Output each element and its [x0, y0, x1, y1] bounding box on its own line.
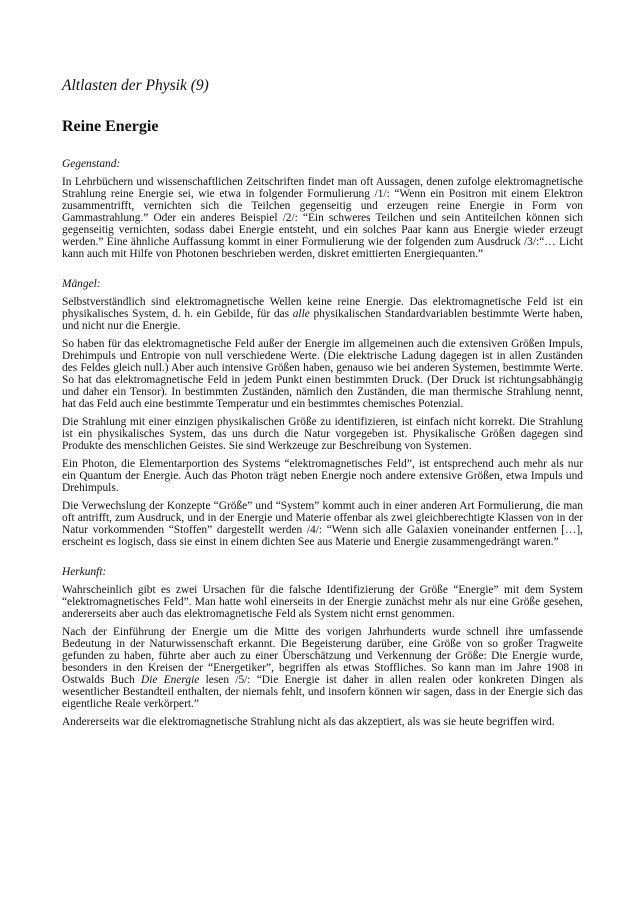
article-body [62, 158, 583, 728]
paragraph-text: Selbstverständlich sind elektromagnetische Wellen keine reine Energie. Das elektromagnetische Feld ist ein physikalisches System, d. h. ein Gebilde, für das [62, 296, 583, 320]
section-heading: Mängel: [62, 278, 101, 290]
paragraph-text: So haben für das elektromagnetische Feld außer der Energie im allgemeinen auch die extensiven Größen Impuls, Drehimpuls und Entropie von null verschiedene Werte. (Die elektrische Ladung dagegen ist in allen Zuständen des Feldes gleich null.) Aber auch intensive Größen haben, genauso wie bei anderen Systemen, bestimmte Werte. So hat das elektromagnetische Feld in jedem Punkt einen bestimmten Druck. (Der Druck ist richtungsabhängig und daher ein Tensor). In bestimmten Zuständen, nämlich den Zuständen, die man thermische Strahlung nennt, hat das Feld auch eine bestimmte Temperatur und ein bestimmtes chemisches Potenzial. [62, 338, 583, 410]
paragraph [62, 584, 583, 620]
paragraph-text: Die Verwechslung der Konzepte “Größe” und “System” kommt auch in einer anderen Art Formulierung, die man oft antrifft, zum Ausdruck, und in der Energie und Materie offenbar als zwei gleichberechtigte Klassen von in der Natur vorkommenden “Stoffen” dargestellt werden /4/: “Wenn sich alle Galaxien voneinander entfernen […], erscheint es logisch, dass sie einst in einem dichten See aus Materie und Energie zusammengedrängt waren.” [62, 500, 583, 548]
emphasized-text: Die Energie [140, 674, 200, 686]
paragraph-text: Ein Photon, die Elementarportion des Systems “elektromagnetisches Feld”, ist entsprechend auch mehr als nur ein Quantum der Energie. Auch das Photon trägt neben Energie noch andere extensive Größen, etwa Impuls und Drehimpuls. [62, 458, 583, 494]
paragraph [62, 716, 583, 728]
paragraph [62, 176, 583, 260]
paragraph-text: Nach der Einführung der Energie um die Mitte des vorigen Jahrhunderts wurde schnell ihre umfassende Bedeutung in der Naturwissenschaft erkannt. Die Begeisterung darüber, eine Größe von so großer Tragweite gefunden zu haben, führte aber auch zu einer Überschätzung und Verkennung der Größe: Die Energie wurde, besonders in den Kreisen der “Energetiker”, begriffen als etwas Stoffliches. So kann man im Jahre 1908 in Ostwalds Buch [62, 626, 583, 686]
paragraph-text: Die Strahlung mit einer einzigen physikalischen Größe zu identifizieren, ist einfach nicht korrekt. Die Strahlung ist ein physikalisches System, das uns durch die Natur vorgegeben ist. Physikalische Größen dagegen sind Produkte des menschlichen Geistes. Sie sind Werkzeuge zur Beschreibung von Systemen. [62, 416, 583, 452]
paragraph-text: physikalischen Standardvariablen bestimmte Werte haben, und nicht nur die Energie. [62, 308, 583, 332]
section-maengel [62, 278, 583, 548]
paragraph [62, 500, 583, 548]
paragraph-text: Andererseits war die elektromagnetische Strahlung nicht als das akzeptiert, als was sie heute begriffen wird. [62, 716, 555, 728]
emphasized-text: alle [292, 308, 310, 320]
series-title: Altlasten der Physik (9) [62, 77, 209, 94]
section-heading: Gegenstand: [62, 158, 121, 170]
paragraph [62, 626, 583, 710]
paragraph [62, 416, 583, 452]
paragraph-text: lesen /5/: “Die Energie ist daher in allen realen oder konkreten Dingen als wesentlicher Bestandteil enthalten, der niemals fehlt, und insofern können wir sagen, dass in der Energie sich das eigentliche Reale verkörpert.” [62, 674, 583, 710]
paragraph [62, 458, 583, 494]
section-gegenstand [62, 158, 583, 260]
paragraph [62, 296, 583, 332]
section-heading: Herkunft: [62, 566, 107, 578]
paragraph-text: Wahrscheinlich gibt es zwei Ursachen für die falsche Identifizierung der Größe “Energie” mit dem System “elektromagnetisches Feld”. Man hatte wohl einerseits in der Energie zunächst mehr als nur eine Größe gesehen, andererseits aber auch das elektromagnetische Feld als System nicht ernst genommen. [62, 584, 583, 620]
article-title: Reine Energie [62, 118, 159, 135]
paragraph [62, 338, 583, 410]
section-herkunft [62, 566, 583, 728]
paragraph-text: In Lehrbüchern und wissenschaftlichen Zeitschriften findet man oft Aussagen, denen zufolge elektromagnetische Strahlung reine Energie sei, wie etwa in folgender Formulierung /1/: “Wenn ein Positron mit einem Elektron zusammentrifft, vernichten sich die Teilchen gegenseitig und erzeugen reine Energie in Form von Gammastrahlung.” Oder ein anderes Beispiel /2/: “Ein schweres Teilchen und sein Antiteilchen können sich gegenseitig vernichten, sodass dabei Energie entsteht, und ein solches Paar kann aus Energie wieder erzeugt werden.” Eine ähnliche Auffassung kommt in einer Formulierung wie der folgenden zum Ausdruck /3/:“… Licht kann auch mit Hilfe von Photonen beschrieben werden, diskret emittierten Energiequanten.” [62, 176, 583, 260]
